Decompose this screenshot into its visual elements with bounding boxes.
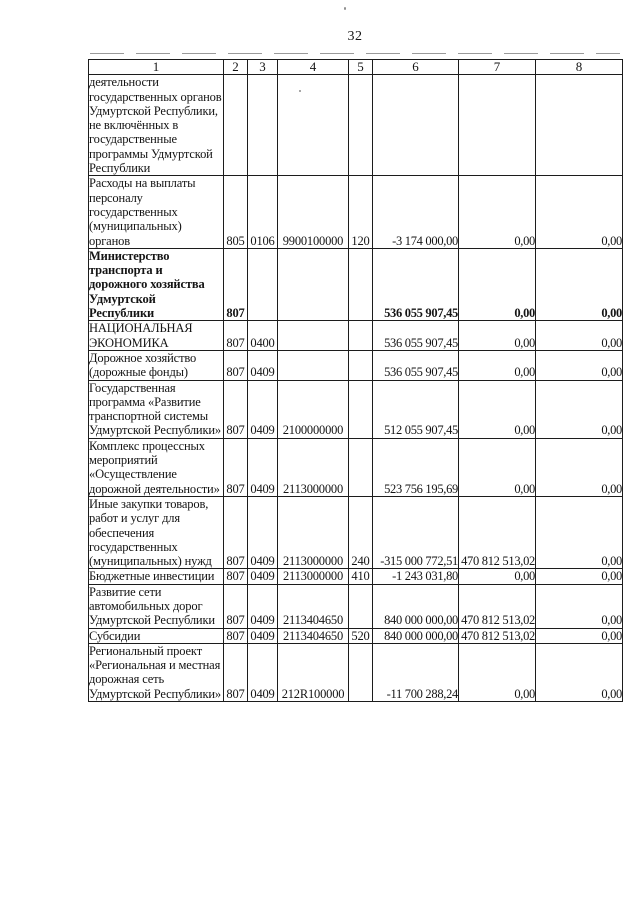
cell-col4: 212R100000: [278, 643, 349, 701]
cell-col1: Министерство транспорта и дорожного хозяйства Удмуртской Республики: [89, 248, 224, 320]
table-row: [89, 438, 623, 496]
table-row: [89, 176, 623, 248]
cell-col8: 0,00: [536, 438, 623, 496]
page-number: [88, 27, 622, 45]
cell-col6: 512 055 907,45: [373, 380, 459, 438]
cell-col3: 0409: [248, 380, 278, 438]
cell-col4: [278, 350, 349, 380]
cell-col6: 536 055 907,45: [373, 248, 459, 320]
cell-col7: 0,00: [459, 350, 536, 380]
cell-col6: 523 756 195,69: [373, 438, 459, 496]
cell-col1: Развитие сети автомобильных дорог Удмуртской Республики: [89, 584, 224, 628]
cell-col2: 807: [224, 380, 248, 438]
cell-col7: 0,00: [459, 176, 536, 248]
cell-col3: 0400: [248, 321, 278, 351]
cell-col4: 9900100000: [278, 176, 349, 248]
table-row: [89, 321, 623, 351]
cell-col1: Государственная программа «Развитие транспортной системы Удмуртской Республики»: [89, 380, 224, 438]
cell-col8: 0,00: [536, 628, 623, 643]
cell-col6: 840 000 000,00: [373, 584, 459, 628]
cell-col7: 0,00: [459, 643, 536, 701]
cell-col2: 805: [224, 176, 248, 248]
table-row: [89, 350, 623, 380]
cell-col4: 2113404650: [278, 584, 349, 628]
cell-col6: 536 055 907,45: [373, 350, 459, 380]
cell-col8: 0,00: [536, 643, 623, 701]
cell-col1: Дорожное хозяйство (дорожные фонды): [89, 350, 224, 380]
table-row: [89, 75, 623, 176]
column-header-8: 8: [536, 60, 623, 75]
cell-col4: 2113000000: [278, 569, 349, 584]
column-header-1: 1: [89, 60, 224, 75]
cell-col3: 0409: [248, 438, 278, 496]
cell-col2: 807: [224, 438, 248, 496]
cell-col6: [373, 75, 459, 176]
cell-col1: деятельности государственных органов Удмуртской Республики, не включённых в государственные программы Удмуртской Республики: [89, 75, 222, 176]
cell-col7: 470 812 513,02: [459, 496, 536, 568]
table-row: [89, 643, 623, 701]
cell-col1: Субсидии: [89, 628, 224, 643]
cell-col7: 0,00: [459, 321, 536, 351]
cell-col3: 0409: [248, 496, 278, 568]
column-header-3: 3: [248, 60, 278, 75]
cell-col3: 0409: [248, 643, 278, 701]
cell-col3: 0106: [248, 176, 278, 248]
cell-col3: 0409: [248, 584, 278, 628]
cell-col7: 0,00: [459, 438, 536, 496]
cell-col6: -1 243 031,80: [373, 569, 459, 584]
cell-col6: -3 174 000,00: [373, 176, 459, 248]
page-number-text: 32: [347, 29, 363, 44]
cell-col4: [278, 75, 349, 176]
cell-col8: [536, 75, 623, 176]
cell-col5: [349, 438, 373, 496]
cell-col1: Иные закупки товаров, работ и услуг для обеспечения государственных (муниципальных) нужд: [89, 496, 224, 568]
cell-col1: Расходы на выплаты персоналу государственных (муниципальных) органов: [89, 176, 224, 248]
cell-col2: 807: [224, 569, 248, 584]
cell-col2: 807: [224, 643, 248, 701]
column-header-4: 4: [278, 60, 349, 75]
cell-col2: 807: [224, 496, 248, 568]
cell-col4: 2100000000: [278, 380, 349, 438]
table-row: [89, 569, 623, 584]
cell-col3: [248, 75, 278, 176]
budget-table: [88, 59, 623, 702]
cell-col8: 0,00: [536, 496, 623, 568]
scan-speck: [344, 7, 346, 10]
cell-col7: [459, 75, 536, 176]
table-row: [89, 496, 623, 568]
column-header-5: 5: [349, 60, 373, 75]
table-row: [89, 248, 623, 320]
cell-col3: [248, 248, 278, 320]
cell-col5: 520: [349, 628, 373, 643]
cell-col7: 470 812 513,02: [459, 628, 536, 643]
column-header-6: 6: [373, 60, 459, 75]
cell-col3: 0409: [248, 350, 278, 380]
cell-col5: 120: [349, 176, 373, 248]
cell-col4: 2113404650: [278, 628, 349, 643]
cell-col7: 470 812 513,02: [459, 584, 536, 628]
cell-col7: 0,00: [459, 248, 536, 320]
table-body: [89, 75, 623, 702]
cell-col8: 0,00: [536, 350, 623, 380]
cell-col4: [278, 248, 349, 320]
cell-col5: [349, 350, 373, 380]
cell-col5: [349, 584, 373, 628]
cell-col6: -11 700 288,24: [373, 643, 459, 701]
cell-col5: 240: [349, 496, 373, 568]
cell-col8: 0,00: [536, 584, 623, 628]
table-row: [89, 628, 623, 643]
column-header-7: 7: [459, 60, 536, 75]
cell-col8: 0,00: [536, 569, 623, 584]
cell-col1: НАЦИОНАЛЬНАЯ ЭКОНОМИКА: [89, 321, 224, 351]
cell-col4: [278, 321, 349, 351]
cell-col2: 807: [224, 321, 248, 351]
table-header-row: [89, 60, 623, 75]
cell-col7: 0,00: [459, 380, 536, 438]
cell-col1: Бюджетные инвестиции: [89, 569, 224, 584]
cell-col6: -315 000 772,51: [373, 496, 459, 568]
cell-col6: 536 055 907,45: [373, 321, 459, 351]
cell-col2: 807: [224, 248, 248, 320]
cell-col3: 0409: [248, 569, 278, 584]
cell-col7: 0,00: [459, 569, 536, 584]
cell-col2: 807: [224, 350, 248, 380]
cell-col2: 807: [224, 584, 248, 628]
cell-col5: [349, 380, 373, 438]
table-row: [89, 584, 623, 628]
cell-col4: 2113000000: [278, 496, 349, 568]
cell-col4: 2113000000: [278, 438, 349, 496]
cell-col5: [349, 643, 373, 701]
cell-col8: 0,00: [536, 176, 623, 248]
cell-col1: Региональный проект «Региональная и местная дорожная сеть Удмуртской Республики»: [89, 643, 224, 701]
cell-col5: [349, 321, 373, 351]
cell-col6: 840 000 000,00: [373, 628, 459, 643]
column-header-2: 2: [224, 60, 248, 75]
cell-col1: Комплекс процессных мероприятий «Осуществление дорожной деятельности»: [89, 438, 224, 496]
cell-col5: 410: [349, 569, 373, 584]
cell-col8: 0,00: [536, 380, 623, 438]
cell-col3: 0409: [248, 628, 278, 643]
cell-col2: 807: [224, 628, 248, 643]
cell-col8: 0,00: [536, 321, 623, 351]
table-row: [89, 380, 623, 438]
cell-col8: 0,00: [536, 248, 623, 320]
scan-artifact-line: [90, 53, 620, 54]
cell-col2: [224, 75, 248, 176]
cell-col5: [349, 248, 373, 320]
cell-col5: [349, 75, 373, 176]
